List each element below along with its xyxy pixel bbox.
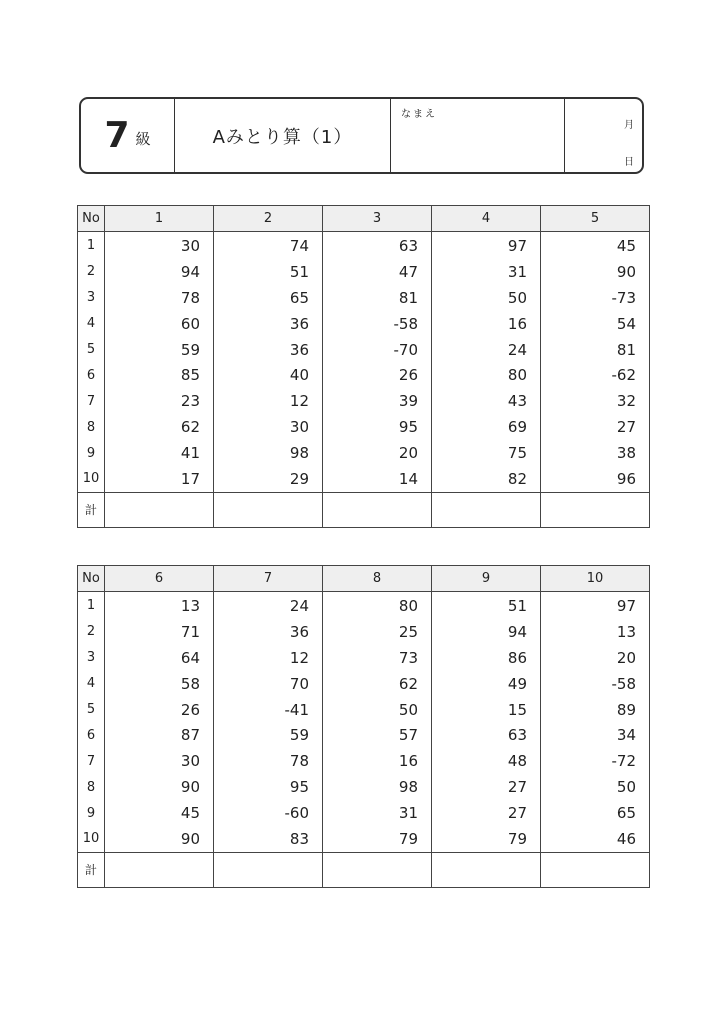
sum-row [78,492,650,527]
number-cell: 98 [214,440,323,466]
number-cell: 13 [105,592,214,619]
table-row [78,774,650,800]
column-header: 2 [214,206,323,232]
row-number: 7 [78,748,105,774]
number-cell: 26 [323,362,432,388]
table-row [78,671,650,697]
table-row [78,232,650,259]
row-number: 6 [78,722,105,748]
number-cell: 45 [541,232,650,259]
number-cell: 47 [323,259,432,285]
number-cell: 86 [432,645,541,671]
number-cell: 69 [432,414,541,440]
sum-answer-cell[interactable] [541,492,650,527]
worksheet-header [79,97,644,174]
number-cell: 36 [214,619,323,645]
number-cell: 81 [323,285,432,311]
row-number: 4 [78,311,105,337]
number-cell: 83 [214,826,323,852]
number-cell: 40 [214,362,323,388]
number-cell: 89 [541,697,650,723]
number-cell: 95 [323,414,432,440]
row-number: 3 [78,285,105,311]
row-number: 5 [78,697,105,723]
level-number: 7 [104,114,130,156]
number-cell: 75 [432,440,541,466]
row-number: 5 [78,337,105,363]
table-row [78,826,650,852]
sum-answer-cell[interactable] [323,852,432,887]
name-label: なまえ [401,109,437,120]
number-cell: 73 [323,645,432,671]
number-cell: 90 [105,774,214,800]
number-cell: 65 [214,285,323,311]
number-cell: 82 [432,466,541,492]
number-cell: 24 [214,592,323,619]
table-row [78,466,650,492]
number-cell: 25 [323,619,432,645]
number-cell: 80 [323,592,432,619]
number-cell: 95 [214,774,323,800]
number-cell: 98 [323,774,432,800]
number-cell: 38 [541,440,650,466]
number-cell: 36 [214,337,323,363]
number-cell: 80 [432,362,541,388]
number-cell: 24 [432,337,541,363]
table-row [78,697,650,723]
row-number: 10 [78,826,105,852]
number-cell: 32 [541,388,650,414]
name-field[interactable] [391,99,565,172]
number-cell: 74 [214,232,323,259]
number-cell: 12 [214,645,323,671]
row-number: 8 [78,774,105,800]
number-cell: 31 [323,800,432,826]
number-cell: 62 [105,414,214,440]
number-cell: 51 [214,259,323,285]
number-cell: 90 [541,259,650,285]
sum-answer-cell[interactable] [105,492,214,527]
number-cell: -72 [541,748,650,774]
row-number: 2 [78,619,105,645]
sum-answer-cell[interactable] [105,852,214,887]
number-cell: 59 [214,722,323,748]
number-cell: 57 [323,722,432,748]
number-cell: 16 [432,311,541,337]
number-cell: 54 [541,311,650,337]
sum-row [78,852,650,887]
date-field[interactable] [565,99,642,172]
number-cell: 94 [105,259,214,285]
number-cell: 34 [541,722,650,748]
row-number: 9 [78,440,105,466]
number-cell: 79 [323,826,432,852]
number-cell: 58 [105,671,214,697]
number-cell: 62 [323,671,432,697]
table-row [78,414,650,440]
table-row [78,362,650,388]
number-cell: 46 [541,826,650,852]
sum-answer-cell[interactable] [541,852,650,887]
number-cell: 90 [105,826,214,852]
number-cell: 81 [541,337,650,363]
number-cell: 20 [541,645,650,671]
number-cell: 59 [105,337,214,363]
number-cell: 97 [541,592,650,619]
number-cell: 16 [323,748,432,774]
table-row [78,388,650,414]
number-cell: 85 [105,362,214,388]
row-number: 1 [78,232,105,259]
number-cell: 65 [541,800,650,826]
number-cell: 31 [432,259,541,285]
number-cell: 36 [214,311,323,337]
table-header-row [78,206,650,232]
level-cell [81,99,175,172]
number-cell: -58 [323,311,432,337]
column-header: 3 [323,206,432,232]
number-cell: 78 [214,748,323,774]
number-cell: 63 [323,232,432,259]
number-cell: -73 [541,285,650,311]
number-cell: 71 [105,619,214,645]
number-cell: 50 [541,774,650,800]
table-row [78,645,650,671]
number-cell: 49 [432,671,541,697]
number-cell: 50 [432,285,541,311]
number-cell: 39 [323,388,432,414]
column-header: 9 [432,566,541,592]
number-cell: 26 [105,697,214,723]
number-cell: 30 [105,748,214,774]
number-cell: 70 [214,671,323,697]
table-header-row [78,566,650,592]
row-number: 9 [78,800,105,826]
number-cell: 29 [214,466,323,492]
number-cell: 96 [541,466,650,492]
column-header: 10 [541,566,650,592]
sum-answer-cell[interactable] [432,852,541,887]
number-cell: 78 [105,285,214,311]
number-cell: 63 [432,722,541,748]
sum-answer-cell[interactable] [432,492,541,527]
sum-label: 計 [78,852,105,887]
number-cell: 97 [432,232,541,259]
sum-answer-cell[interactable] [214,852,323,887]
number-cell: 17 [105,466,214,492]
table-row [78,259,650,285]
column-header: 6 [105,566,214,592]
no-header: No [78,206,105,232]
number-cell: 41 [105,440,214,466]
number-cell: 27 [432,800,541,826]
row-number: 7 [78,388,105,414]
number-cell: -58 [541,671,650,697]
day-label: 日 [624,157,634,168]
number-cell: 14 [323,466,432,492]
sum-answer-cell[interactable] [323,492,432,527]
number-cell: 23 [105,388,214,414]
number-cell: 79 [432,826,541,852]
number-cell: 15 [432,697,541,723]
number-cell: 45 [105,800,214,826]
number-cell: 12 [214,388,323,414]
number-cell: 87 [105,722,214,748]
worksheet-title [175,99,391,172]
row-number: 8 [78,414,105,440]
column-header: 7 [214,566,323,592]
number-cell: 48 [432,748,541,774]
number-cell: 30 [214,414,323,440]
number-cell: -70 [323,337,432,363]
table-row [78,440,650,466]
problem-table-1 [77,205,650,528]
table-row [78,722,650,748]
number-cell: 20 [323,440,432,466]
number-cell: 30 [105,232,214,259]
number-cell: 94 [432,619,541,645]
month-label: 月 [624,120,634,131]
row-number: 2 [78,259,105,285]
table-row [78,311,650,337]
number-cell: 50 [323,697,432,723]
number-cell: 27 [432,774,541,800]
column-header: 1 [105,206,214,232]
level-suffix: 級 [135,130,151,148]
column-header: 5 [541,206,650,232]
row-number: 6 [78,362,105,388]
number-cell: 64 [105,645,214,671]
column-header: 8 [323,566,432,592]
number-cell: -60 [214,800,323,826]
row-number: 10 [78,466,105,492]
problem-table-2 [77,565,650,888]
number-cell: -62 [541,362,650,388]
column-header: 4 [432,206,541,232]
table-row [78,619,650,645]
number-cell: 51 [432,592,541,619]
number-cell: 60 [105,311,214,337]
table-row [78,748,650,774]
table-row [78,800,650,826]
row-number: 1 [78,592,105,619]
number-cell: 27 [541,414,650,440]
table-row [78,337,650,363]
number-cell: 43 [432,388,541,414]
no-header: No [78,566,105,592]
sum-label: 計 [78,492,105,527]
sum-answer-cell[interactable] [214,492,323,527]
row-number: 3 [78,645,105,671]
number-cell: 13 [541,619,650,645]
number-cell: -41 [214,697,323,723]
row-number: 4 [78,671,105,697]
table-row [78,592,650,619]
title-text: Aみとり算（1） [212,126,353,148]
table-row [78,285,650,311]
